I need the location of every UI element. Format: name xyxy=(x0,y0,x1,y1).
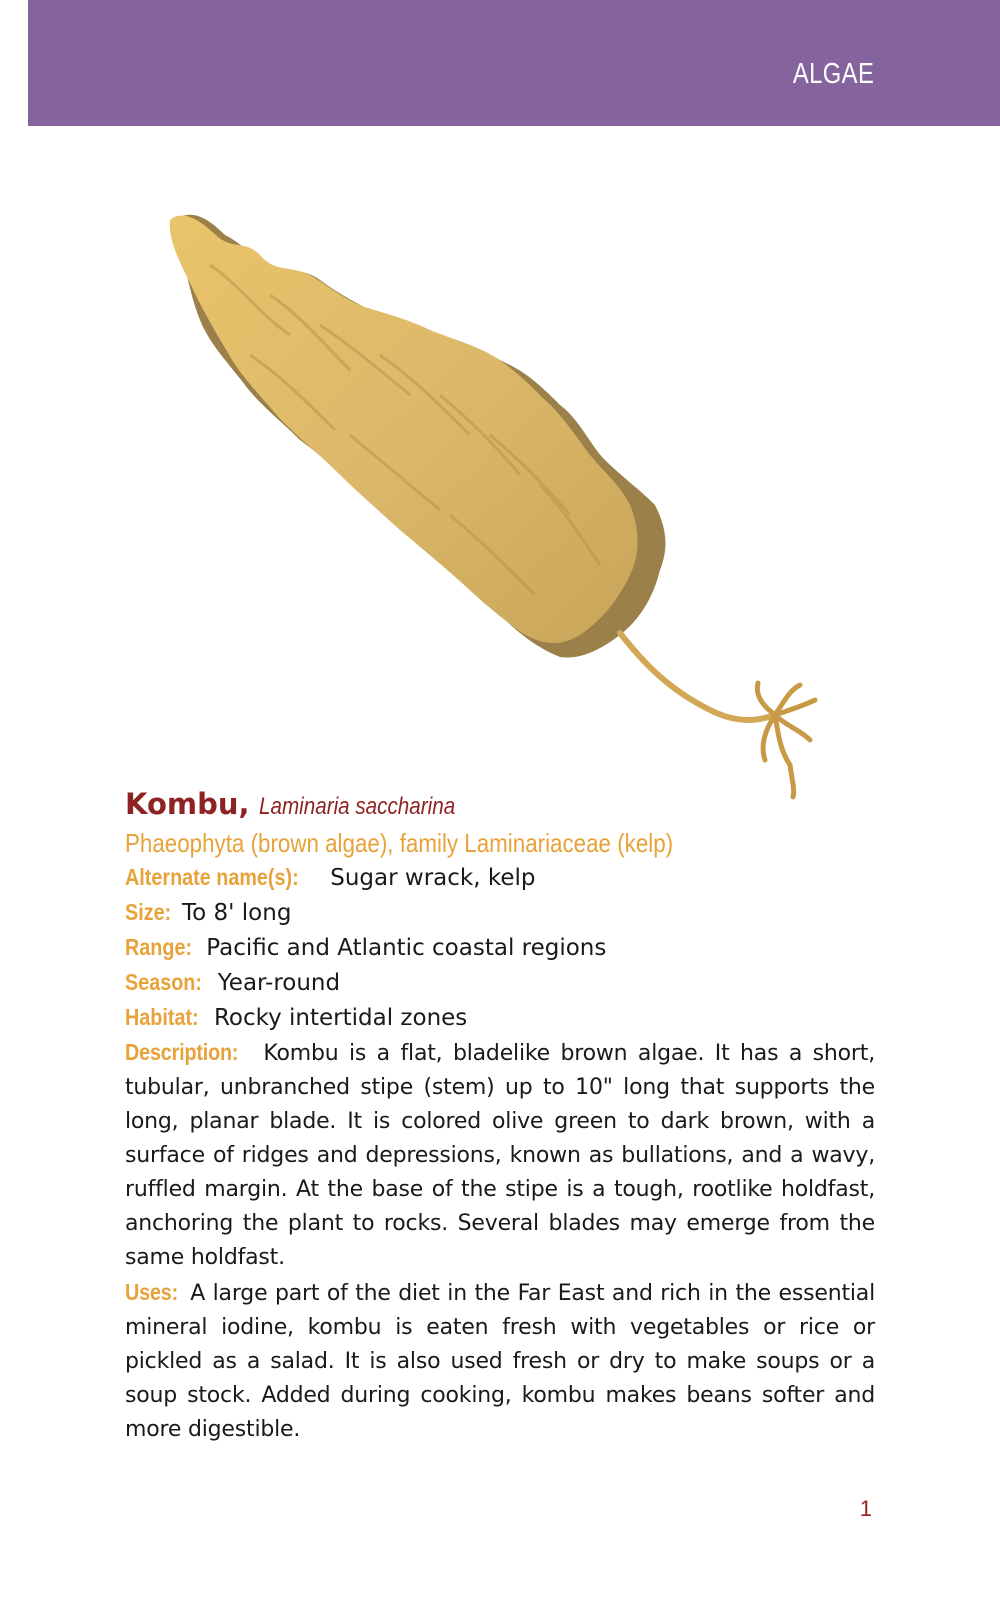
field-value: Sugar wrack, kelp xyxy=(330,865,536,891)
field-value: Kombu is a flat, bladelike brown algae. It has a short, tubular, unbranched stipe (stem) up to 10" long that supports the long, planar blade. It is colored olive green to dark brown, with a surface of ridges and depressions, known as bullations, and a wavy, ruffled margin. At the base of the stipe is a tough, rootlike holdfast, anchoring the plant to rocks. Several blades may emerge from the same holdfast. xyxy=(125,1041,875,1270)
taxonomy-line: Phaeophyta (brown algae), family Laminariaceae (kelp) xyxy=(125,828,674,858)
field-alternate-names xyxy=(125,860,875,895)
field-habitat xyxy=(125,1000,875,1035)
field-range xyxy=(125,930,875,965)
field-season xyxy=(125,965,875,1000)
header-band xyxy=(28,0,1000,126)
field-label: Alternate name(s): xyxy=(125,864,299,890)
scientific-name: Laminaria saccharina xyxy=(258,793,455,820)
field-size xyxy=(125,895,875,930)
field-label: Range: xyxy=(125,934,193,960)
field-description xyxy=(125,1035,875,1275)
field-label: Size: xyxy=(125,899,172,925)
kombu-kelp-illustration xyxy=(150,205,870,835)
common-name: Kombu, xyxy=(125,787,250,821)
field-value: Pacific and Atlantic coastal regions xyxy=(206,935,607,961)
field-label: Description: xyxy=(125,1039,239,1065)
field-label: Habitat: xyxy=(125,1004,199,1030)
page-number: 1 xyxy=(859,1496,872,1521)
section-label: ALGAE xyxy=(792,58,874,90)
species-entry xyxy=(125,785,875,1447)
field-value: Rocky intertidal zones xyxy=(213,1005,468,1031)
field-label: Season: xyxy=(125,969,202,995)
field-value: To 8' long xyxy=(182,900,292,926)
field-value: A large part of the diet in the Far East and rich in the essential mineral iodine, kombu is eaten fresh with vegetables or rice or pickled as a salad. It is also used fresh or dry to make soups or a soup stock. Added during cooking, kombu makes beans softer and more digestible. xyxy=(125,1281,876,1442)
species-title xyxy=(125,785,875,826)
field-value: Year-round xyxy=(217,970,341,996)
field-label: Uses: xyxy=(125,1279,179,1305)
field-uses xyxy=(125,1275,875,1447)
